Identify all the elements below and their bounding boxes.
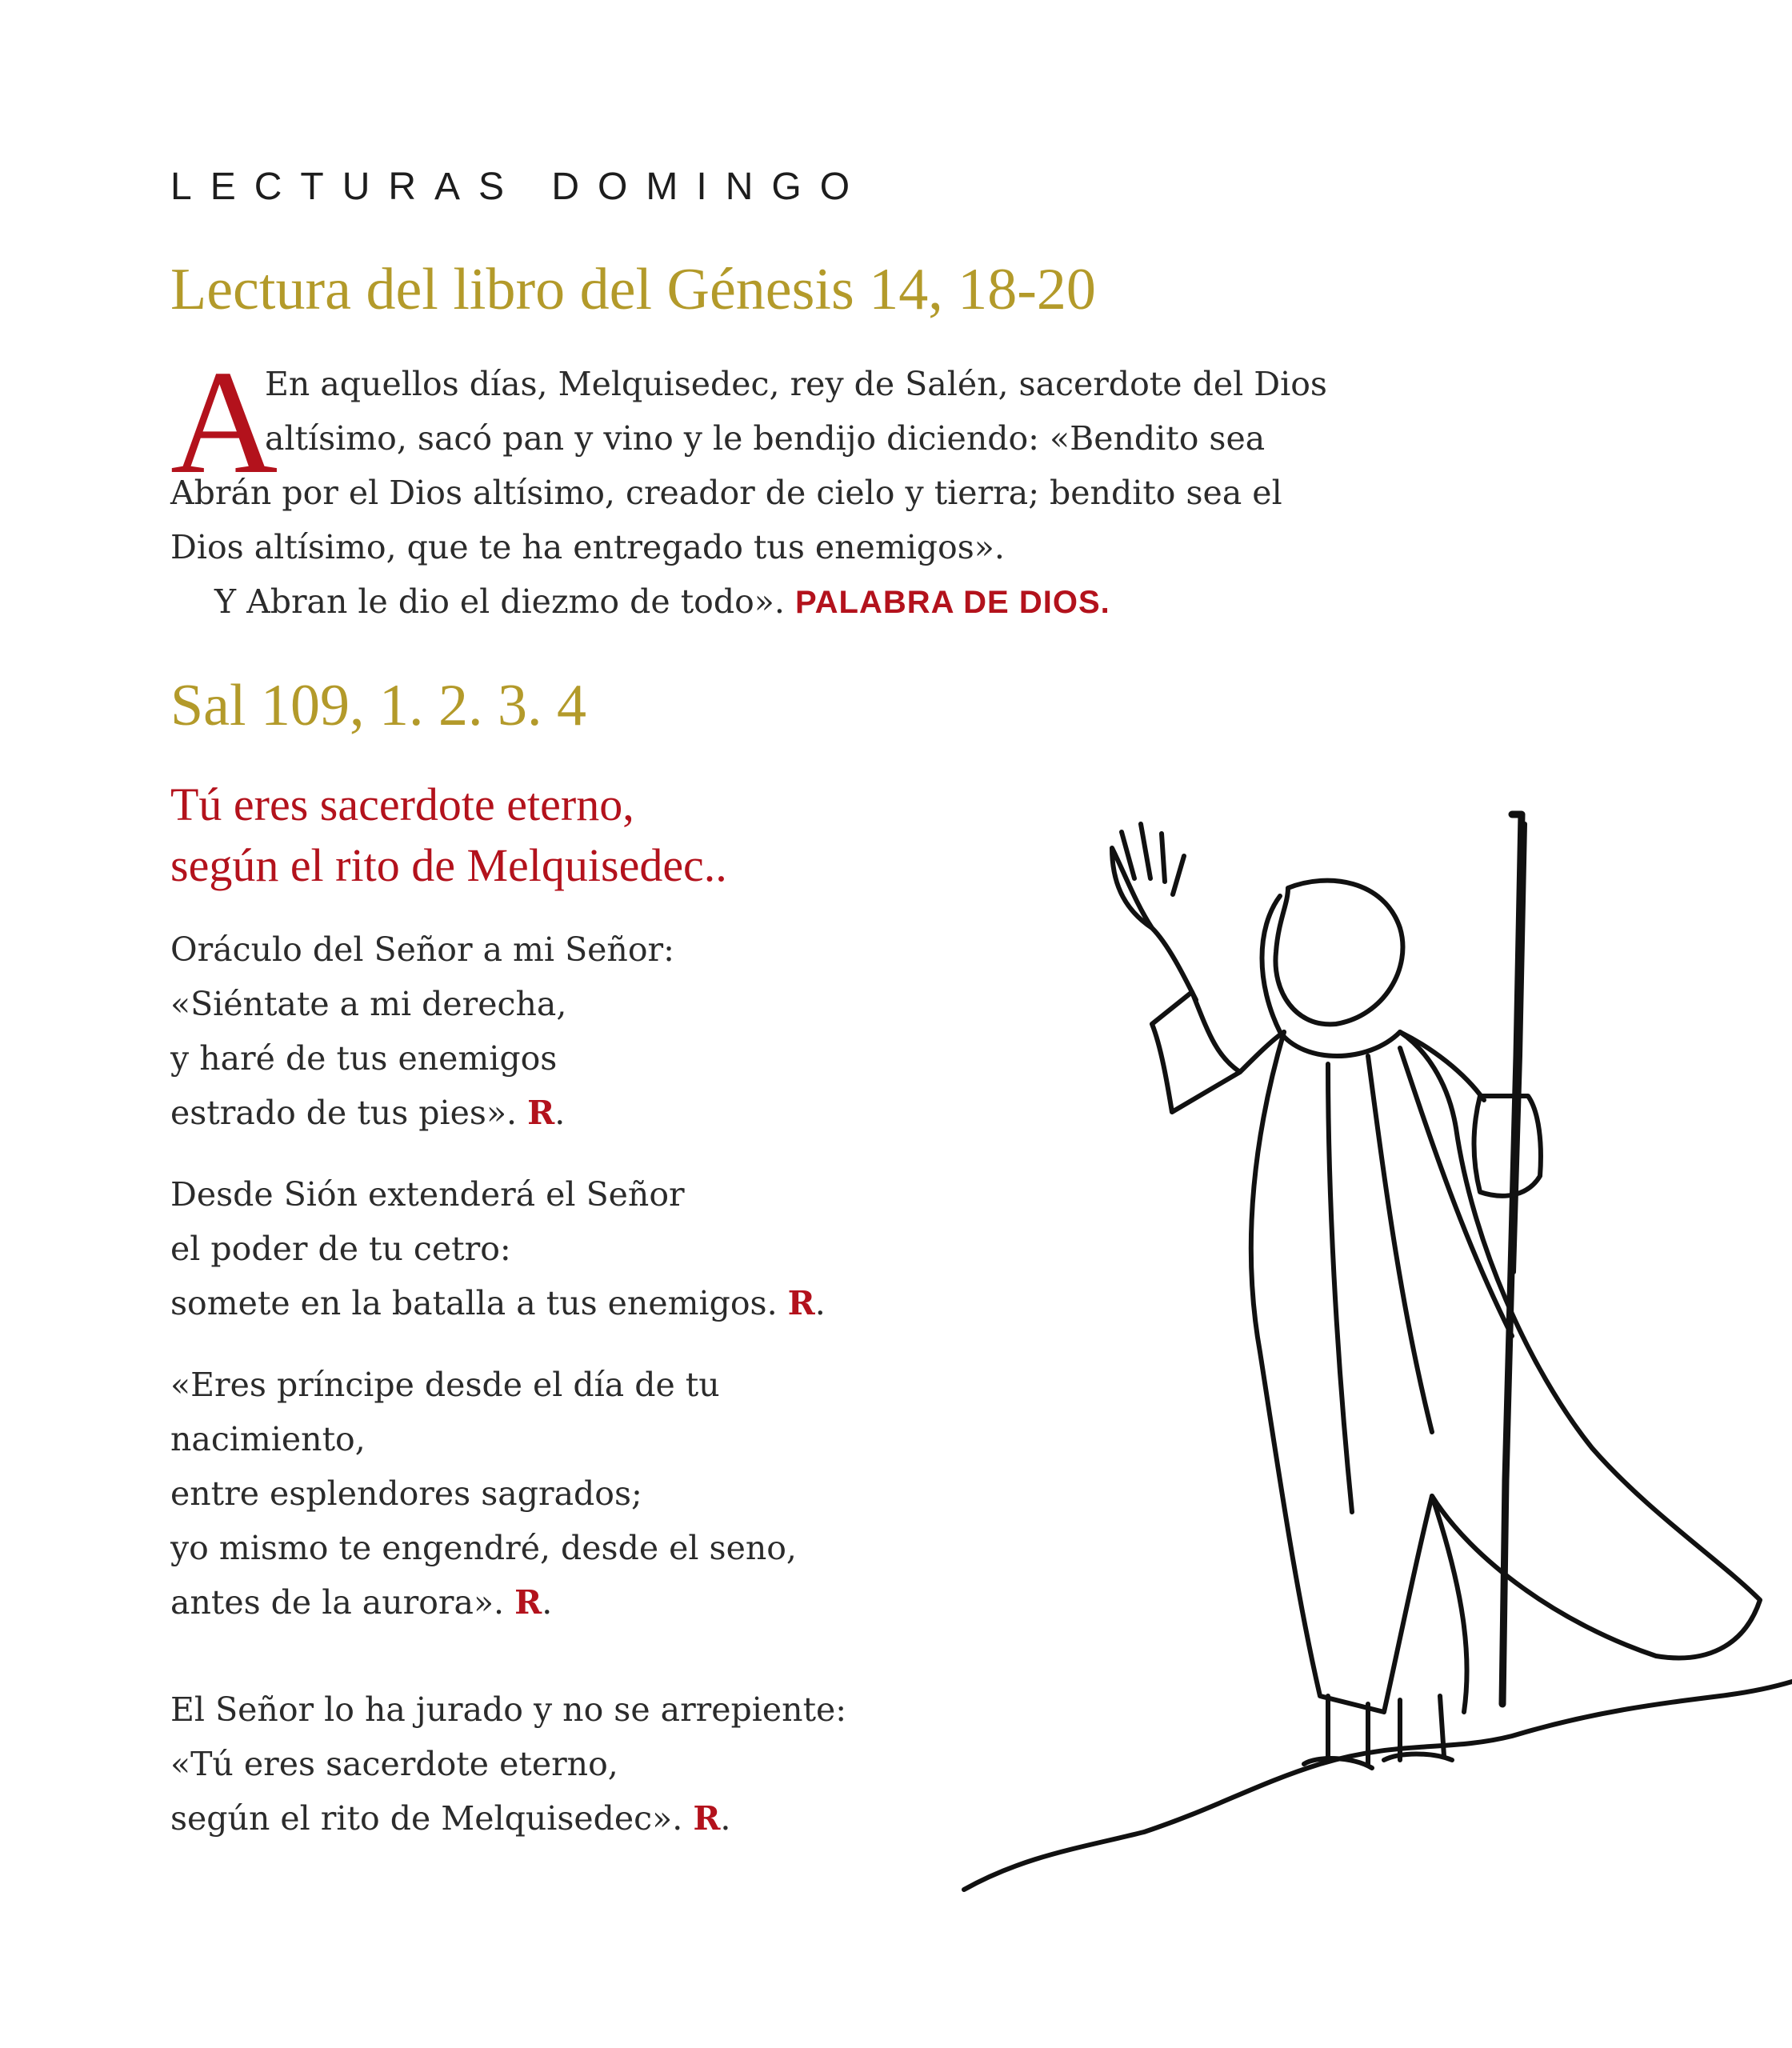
cloak-folds — [1328, 1048, 1512, 1712]
reading-title: Lectura del libro del Génesis 14, 18-20 — [170, 257, 1096, 322]
reading-body — [170, 340, 1370, 630]
stanza-1-line-3: y haré de tus enemigos — [170, 1039, 558, 1078]
stanza-3-line-5: antes de la aurora». R. — [170, 1583, 553, 1622]
stanza-3-line-4: yo mismo te engendré, desde el seno, — [170, 1529, 797, 1567]
stanza-3-line-3: entre esplendores sagrados; — [170, 1474, 642, 1513]
stanza-1-line-1: Oráculo del Señor a mi Señor: — [170, 930, 674, 969]
reading-last-line: Y Abran le dio el diezmo de todo». — [214, 582, 785, 621]
response-mark-2: R — [787, 1284, 815, 1322]
reading-line-2: altísimo, sacó pan y vino y le bendijo diciendo: «Bendito sea — [265, 419, 1266, 458]
psalm-refrain — [170, 774, 727, 896]
response-mark-1: R — [527, 1094, 555, 1132]
stanza-2-last: somete en la batalla a tus enemigos. — [170, 1284, 778, 1322]
illustration-figure — [952, 792, 1792, 1912]
psalm-title: Sal 109, 1. 2. 3. 4 — [170, 673, 587, 738]
response-mark-4: R — [693, 1799, 721, 1838]
stanza-4-line-1: El Señor lo ha jurado y no se arrepiente: — [170, 1690, 847, 1729]
stanza-4-line-3: según el rito de Melquisedec». R. — [170, 1799, 731, 1838]
stanza-4-line-2: «Tú eres sacerdote eterno, — [170, 1745, 618, 1783]
stanza-1-line-2: «Siéntate a mi derecha, — [170, 985, 567, 1023]
word-of-god: PALABRA DE DIOS. — [794, 585, 1110, 620]
stanza-3-line-2: nacimiento, — [170, 1420, 366, 1458]
response-mark-3: R — [514, 1583, 542, 1622]
head — [1275, 881, 1402, 1025]
drop-cap: A — [170, 340, 278, 505]
refrain-line-1: Tú eres sacerdote eterno, — [170, 778, 634, 830]
stanza-1-last: estrado de tus pies». — [170, 1094, 518, 1132]
stanza-2-line-3: somete en la batalla a tus enemigos. R. — [170, 1284, 826, 1322]
reading-line-3: Abrán por el Dios altísimo, creador de cielo y tierra; bendito sea el — [170, 474, 1282, 512]
stanza-1-line-4: estrado de tus pies». R. — [170, 1094, 566, 1132]
stanza-2-line-1: Desde Sión extenderá el Señor — [170, 1175, 685, 1214]
reading-line-4: Dios altísimo, que te ha entregado tus enemigos». — [170, 528, 1005, 566]
raised-hand — [1112, 824, 1196, 1000]
section-kicker: LECTURAS DOMINGO — [170, 166, 869, 208]
sleeve — [1152, 992, 1284, 1112]
refrain-line-2: según el rito de Melquisedec.. — [170, 839, 727, 891]
stanza-3-line-1: «Eres príncipe desde el día de tu — [170, 1366, 720, 1404]
stanza-3-last: antes de la aurora». — [170, 1583, 505, 1622]
stanza-2-line-2: el poder de tu cetro: — [170, 1230, 511, 1268]
stanza-4-last: según el rito de Melquisedec». — [170, 1799, 683, 1838]
reading-line-1: En aquellos días, Melquisedec, rey de Salén, sacerdote del Dios — [265, 365, 1327, 403]
reading-line-5 — [170, 574, 1370, 630]
